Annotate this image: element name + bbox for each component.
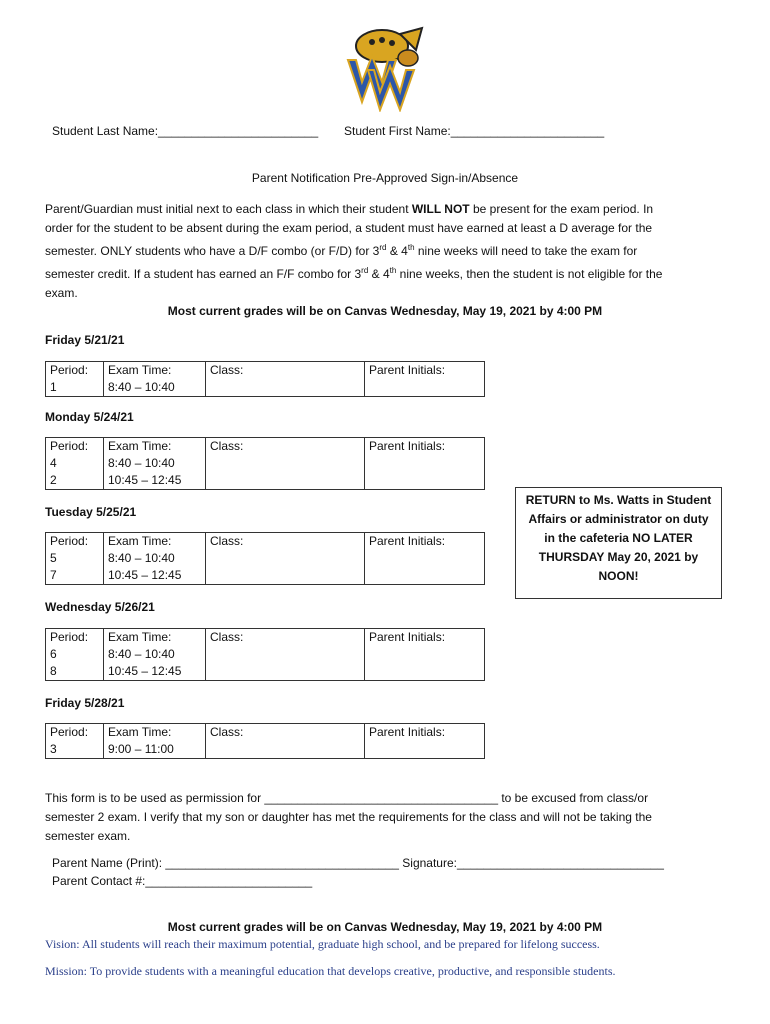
student-name-blank[interactable]: This form is to be used as permission for ___________________________________ to be excused from class/or: [45, 791, 649, 805]
parent-initials-cell[interactable]: Parent Initials:: [365, 438, 485, 490]
return-instructions-box: RETURN to Ms. Watts in Student Affairs or administrator on duty in the cafeteria NO LATER THURSDAY May 20, 2021 by NOON!: [515, 487, 722, 599]
footer-grades-notice: Most current grades will be on Canvas Wednesday, May 19, 2021 by 4:00 PM: [167, 920, 603, 934]
parent-name-signature-field[interactable]: Parent Name (Print): ___________________________________ Signature:_______________________________: [52, 856, 664, 870]
parent-initials-cell[interactable]: Parent Initials:: [365, 724, 485, 759]
parent-initials-cell[interactable]: Parent Initials:: [365, 533, 485, 585]
student-first-name-field[interactable]: Student First Name:_______________________: [344, 124, 605, 138]
vision-statement: Vision: All students will reach their maximum potential, graduate high school, and be prepared for lifelong success.: [45, 937, 600, 951]
exam-table: Period: 4 2 Exam Time: 8:40 – 10:40 10:45 – 12:45 Class: Parent Initials:: [45, 437, 485, 490]
period-value: 1: [50, 380, 57, 394]
day-label: Tuesday 5/25/21: [45, 505, 137, 519]
exam-time-value: 8:40 – 10:40: [108, 380, 175, 394]
parent-initials-cell[interactable]: Parent Initials:: [365, 362, 485, 397]
student-last-name-field[interactable]: Student Last Name:________________________: [52, 124, 319, 138]
exam-table: Period: 3 Exam Time: 9:00 – 11:00 Class: Parent Initials:: [45, 723, 485, 759]
intro-paragraph: Parent/Guardian must initial next to each class in which their student WILL NOT be present for the exam period. In order for the student to be absent during the exam period, a student must have earned at least a D average for the semester. ONLY students who have a D/F combo (or F/D) for 3rd & 4th nine weeks will need to take the exam for semester credit. If a student has earned an F/F combo for 3rd & 4th nine weeks, then the student is not eligible for the exam.: [45, 202, 663, 300]
exam-table: [45, 361, 485, 397]
day-label: Wednesday 5/26/21: [45, 600, 155, 614]
exam-table: Period: 5 7 Exam Time: 8:40 – 10:40 10:45 – 12:45 Class: Parent Initials:: [45, 532, 485, 585]
school-wildcat-logo: [342, 24, 430, 112]
form-title: Parent Notification Pre-Approved Sign-in/Absence: [251, 171, 519, 185]
day-label: Friday 5/28/21: [45, 696, 125, 710]
parent-contact-field[interactable]: Parent Contact #:_________________________: [52, 874, 313, 888]
parent-initials-cell[interactable]: Parent Initials:: [365, 629, 485, 681]
period-header: Period:: [50, 363, 89, 377]
exam-table: Period: 6 8 Exam Time: 8:40 – 10:40 10:45 – 12:45 Class: Parent Initials:: [45, 628, 485, 681]
class-cell[interactable]: Class:: [206, 438, 365, 490]
class-cell[interactable]: Class:: [206, 362, 365, 397]
day-label: Friday 5/21/21: [45, 333, 125, 347]
class-cell[interactable]: Class:: [206, 629, 365, 681]
grades-notice: Most current grades will be on Canvas Wednesday, May 19, 2021 by 4:00 PM: [167, 304, 603, 318]
class-cell[interactable]: Class:: [206, 724, 365, 759]
class-cell[interactable]: Class:: [206, 533, 365, 585]
exam-time-header: Exam Time:: [108, 363, 172, 377]
mission-statement: Mission: To provide students with a meaningful education that develops creative, productive, and responsible students.: [45, 964, 616, 978]
permission-paragraph: This form is to be used as permission for ___________________________________ to be excused from class/or semester 2 exam. I verify that my son or daughter has met the requirements for the class and will not be taking the semester exam.: [45, 789, 715, 846]
day-label: Monday 5/24/21: [45, 410, 134, 424]
